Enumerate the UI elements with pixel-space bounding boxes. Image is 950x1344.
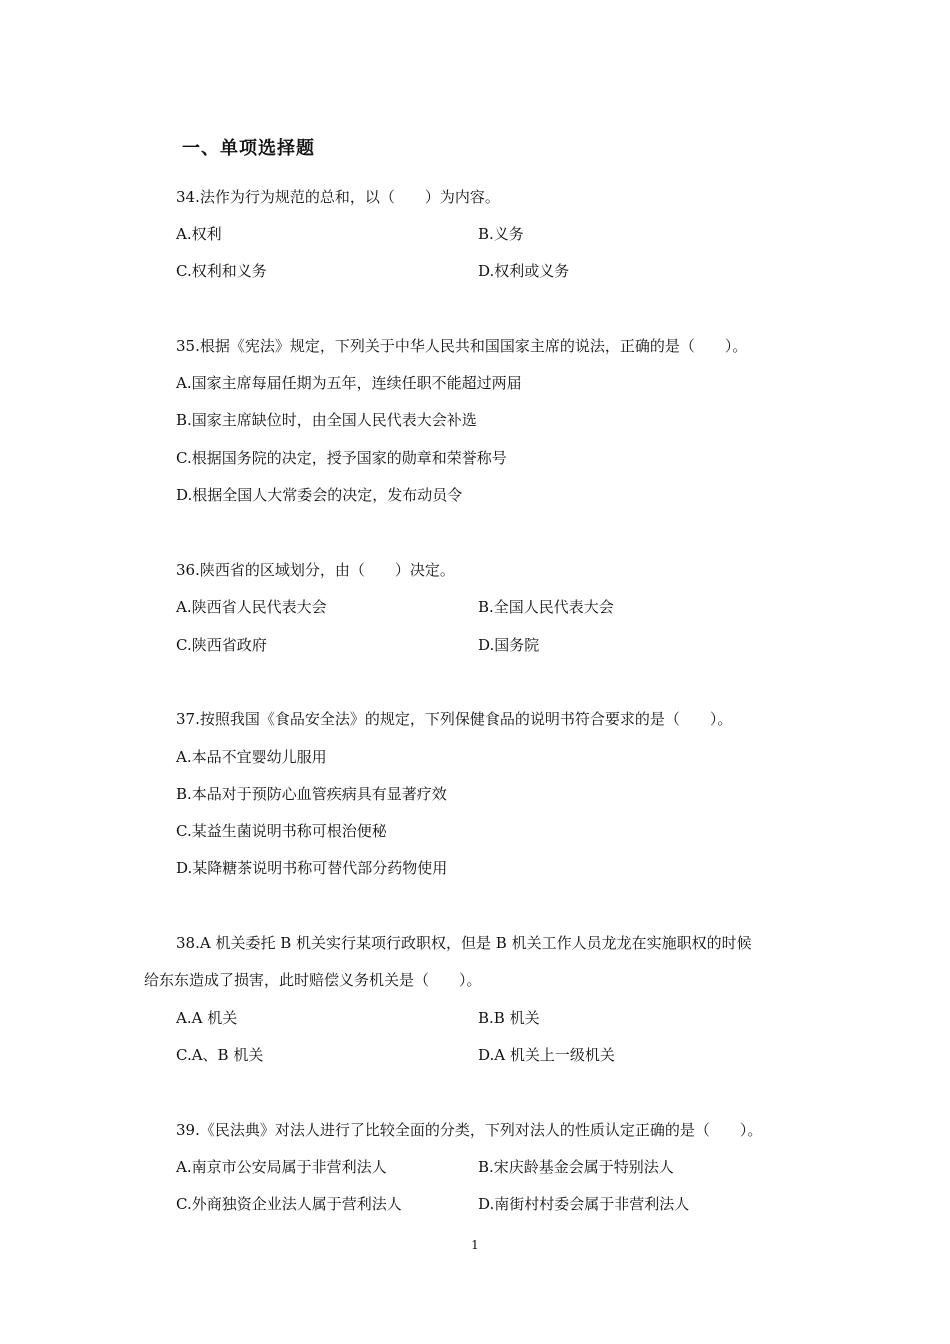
- option-a: A.A 机关: [176, 1009, 238, 1027]
- option-b: B.宋庆龄基金会属于特别法人: [478, 1158, 674, 1176]
- option-b: B.全国人民代表大会: [478, 598, 614, 616]
- section-title: 一、单项选择题: [182, 138, 315, 159]
- option-c: C.外商独资企业法人属于营利法人: [176, 1195, 402, 1213]
- option-c: C.权利和义务: [176, 262, 267, 280]
- option-c: C.陕西省政府: [176, 636, 267, 654]
- question-stem: 37.按照我国《食品安全法》的规定，下列保健食品的说明书符合要求的是（ ）。: [176, 710, 733, 728]
- option-a: A.国家主席每届任期为五年，连续任职不能超过两届: [176, 374, 522, 392]
- option-d: D.权利或义务: [478, 262, 570, 280]
- question-stem: 34.法作为行为规范的总和，以（ ）为内容。: [176, 188, 500, 206]
- option-d: D.南街村村委会属于非营利法人: [478, 1195, 690, 1213]
- question-stem-continued: 给东东造成了损害，此时赔偿义务机关是（ ）。: [144, 971, 482, 989]
- option-c: C.A、B 机关: [176, 1046, 264, 1064]
- option-b: B.义务: [478, 225, 524, 243]
- option-a: A.权利: [176, 225, 222, 243]
- option-b: B.本品对于预防心血管疾病具有显著疗效: [176, 785, 447, 803]
- option-a: A.陕西省人民代表大会: [176, 598, 327, 616]
- option-b: B.B 机关: [478, 1009, 540, 1027]
- option-b: B.国家主席缺位时，由全国人民代表大会补选: [176, 411, 477, 429]
- option-a: A.本品不宜婴幼儿服用: [176, 748, 327, 766]
- option-c: C.某益生菌说明书称可根治便秘: [176, 822, 387, 840]
- option-d: D.国务院: [478, 636, 540, 654]
- question-stem: 36.陕西省的区域划分，由（ ）决定。: [176, 561, 455, 579]
- question-stem: 39.《民法典》对法人进行了比较全面的分类，下列对法人的性质认定正确的是（ ）。: [176, 1121, 763, 1139]
- option-c: C.根据国务院的决定，授予国家的勋章和荣誉称号: [176, 449, 507, 467]
- question-stem: 38.A 机关委托 B 机关实行某项行政职权，但是 B 机关工作人员龙龙在实施职权的时候: [176, 934, 752, 952]
- option-d: D.某降糖茶说明书称可替代部分药物使用: [176, 859, 448, 877]
- option-d: D.根据全国人大常委会的决定，发布动员令: [176, 486, 463, 504]
- page-number: 1: [471, 1238, 479, 1252]
- question-stem: 35.根据《宪法》规定，下列关于中华人民共和国国家主席的说法，正确的是（ ）。: [176, 337, 748, 355]
- option-a: A.南京市公安局属于非营利法人: [176, 1158, 387, 1176]
- option-d: D.A 机关上一级机关: [478, 1046, 615, 1064]
